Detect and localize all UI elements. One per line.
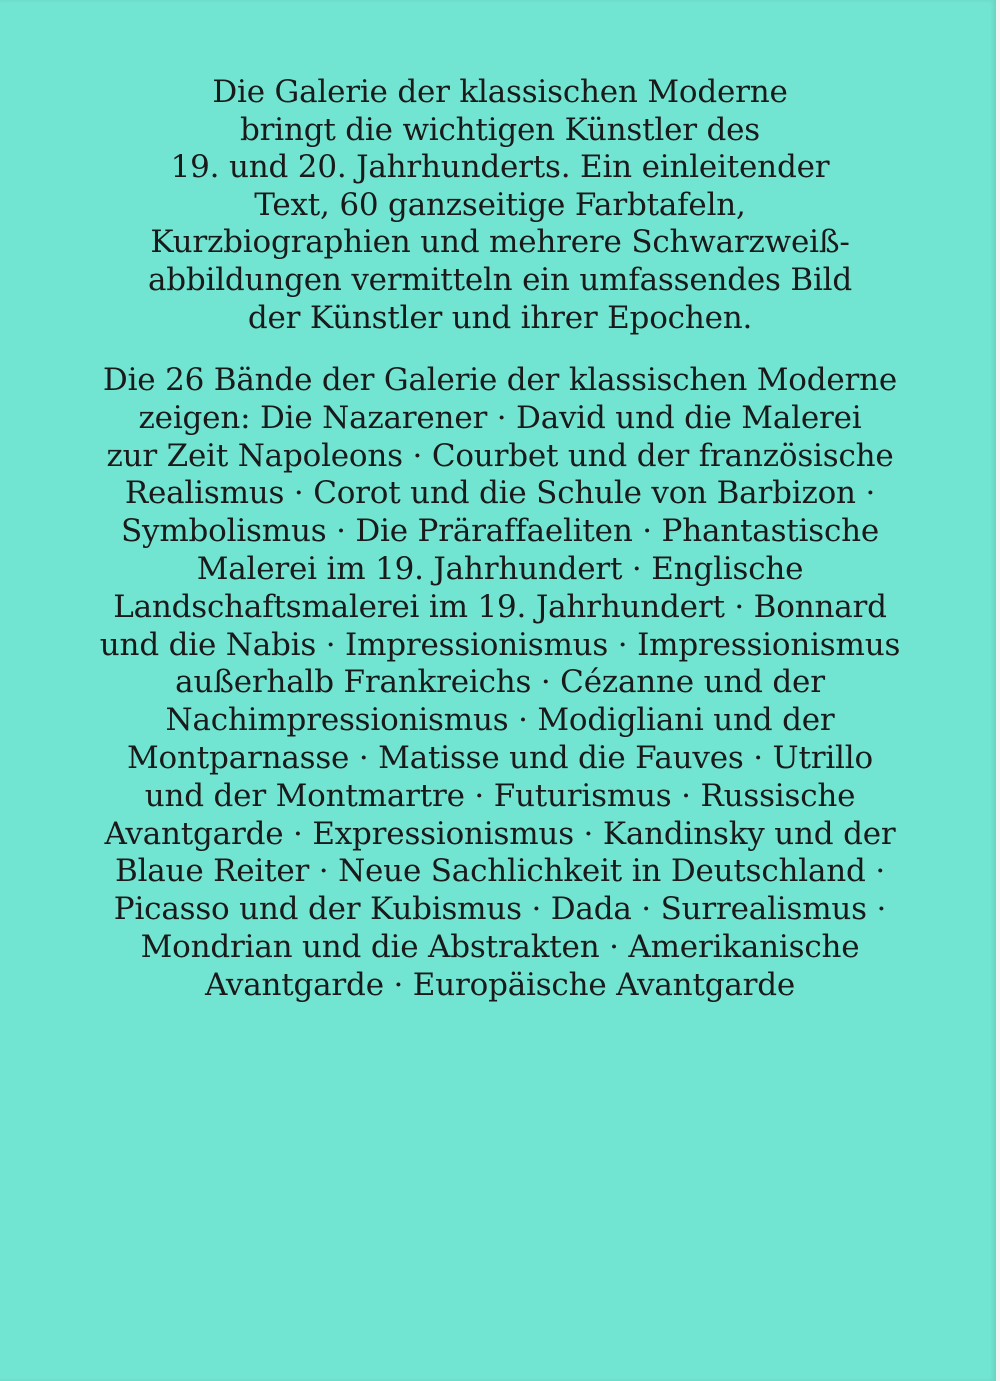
volumes-line: und der Montmartre · Futurismus · Russische bbox=[144, 777, 856, 814]
volumes-line: zeigen: Die Nazarener · David und die Malerei bbox=[138, 399, 862, 436]
volumes-line: Avantgarde · Expressionismus · Kandinsky und der bbox=[104, 815, 896, 852]
volumes-line: Blaue Reiter · Neue Sachlichkeit in Deutschland · bbox=[114, 853, 886, 890]
volumes-line: Avantgarde · Europäische Avantgarde bbox=[204, 966, 796, 1003]
intro-line: Kurzbiographien und mehrere Schwarzweiß- bbox=[150, 224, 850, 261]
volumes-line: Symbolismus · Die Präraffaeliten · Phantastische bbox=[120, 513, 880, 550]
page-edge bbox=[996, 0, 1000, 1381]
volumes-line: Landschaftsmalerei im 19. Jahrhundert · Bonnard bbox=[113, 588, 887, 625]
intro-line: der Künstler und ihrer Epochen. bbox=[247, 299, 753, 336]
volumes-line: Picasso und der Kubismus · Dada · Surrealismus · bbox=[113, 891, 887, 928]
intro-line: 19. und 20. Jahrhunderts. Ein einleitender bbox=[170, 149, 830, 186]
volumes-line: Malerei im 19. Jahrhundert · Englische bbox=[196, 550, 804, 587]
intro-line: Text, 60 ganzseitige Farbtafeln, bbox=[254, 186, 746, 223]
volumes-line: Die 26 Bände der Galerie der klassischen Moderne bbox=[102, 362, 898, 398]
volumes-line: außerhalb Frankreichs · Cézanne und der bbox=[175, 664, 825, 701]
volumes-line: Nachimpressionismus · Modigliani und der bbox=[165, 702, 835, 739]
intro-line: Die Galerie der klassischen Moderne bbox=[212, 74, 788, 110]
volumes-line: Montparnasse · Matisse und die Fauves · Utrillo bbox=[127, 739, 873, 776]
volumes-line: und die Nabis · Impressionismus · Impressionismus bbox=[99, 626, 901, 663]
intro-line: abbildungen vermitteln ein umfassendes Bild bbox=[147, 261, 853, 298]
volumes-paragraph bbox=[60, 362, 940, 1005]
volumes-line: Realismus · Corot und die Schule von Barbizon · bbox=[124, 475, 876, 512]
intro-paragraph bbox=[60, 74, 940, 337]
intro-line: bringt die wichtigen Künstler des bbox=[239, 111, 761, 148]
volumes-line: Mondrian und die Abstrakten · Amerikanische bbox=[140, 928, 860, 965]
volumes-line: zur Zeit Napoleons · Courbet und der französische bbox=[106, 437, 894, 474]
